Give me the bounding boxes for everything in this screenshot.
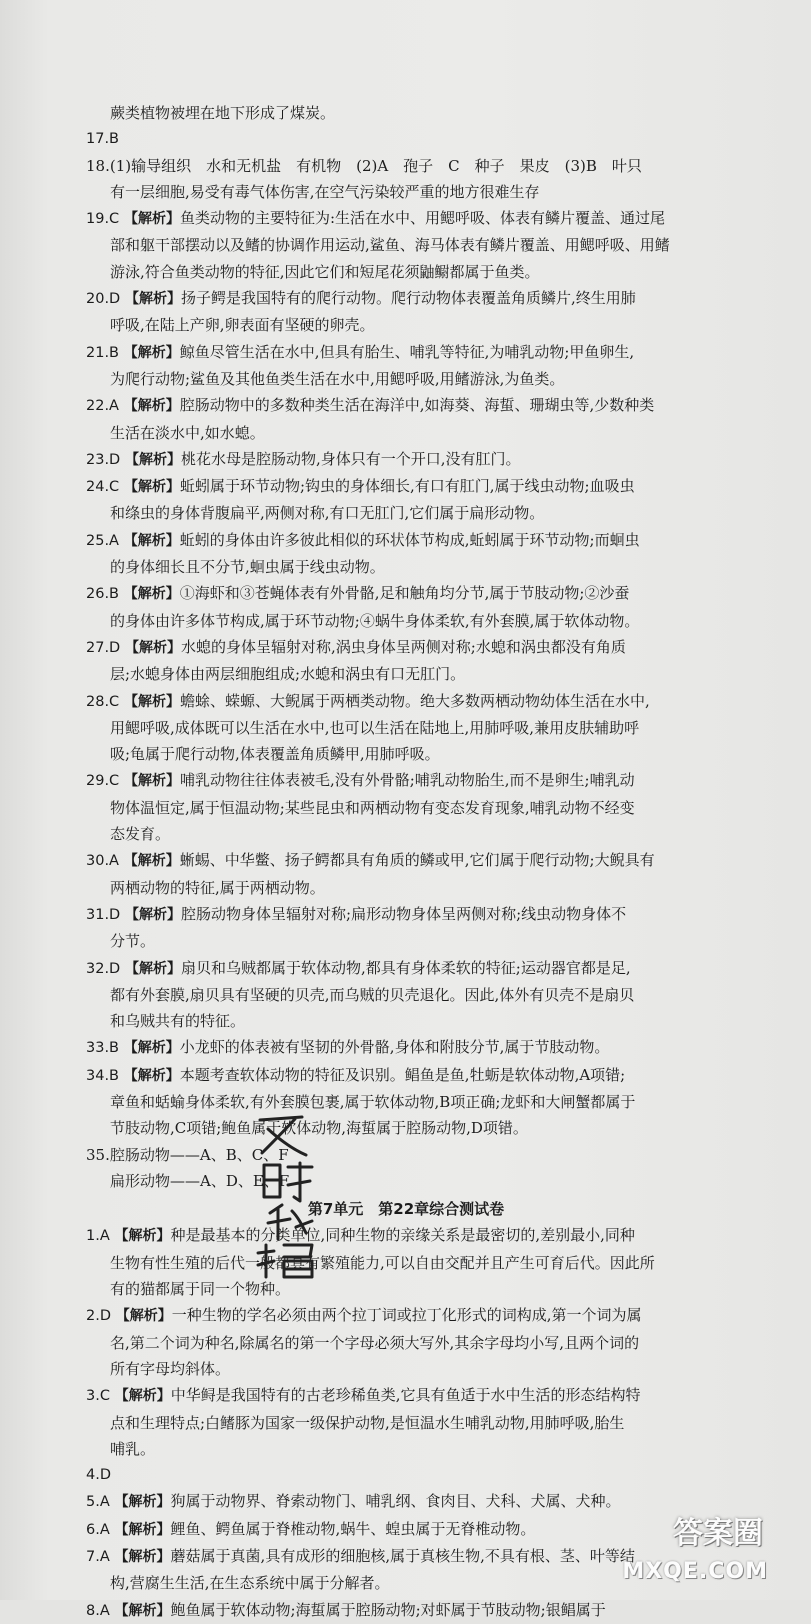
answer-29: 29.C 【解析】哺乳动物往往体表被毛,没有外骨骼;哺乳动物胎生,而不是卵生;哺乳动 — [86, 771, 635, 790]
analysis-tag: 【解析】 — [123, 853, 180, 870]
answer-29-cont: 物体温恒定,属于恒温动物;某些昆虫和两栖动物有变态发育现象,哺乳动物不经变 — [110, 798, 635, 817]
answer-24: 24.C 【解析】蚯蚓属于环节动物;钩虫的身体细长,有口有肛门,属于线虫动物;血吸虫 — [86, 477, 635, 496]
analysis-tag: 【解析】 — [123, 1067, 180, 1084]
answer-18-cont: 有一层细胞,易受有毒气体伤害,在空气污染较严重的地方很难生存 — [110, 182, 540, 201]
answer-19-cont: 游泳,符合鱼类动物的特征,因此它们和短尾花须鼬鳚都属于鱼类。 — [110, 262, 540, 281]
analysis-tag: 【解析】 — [123, 586, 180, 603]
watermark-url: MXQE.COM — [622, 1559, 768, 1584]
answer-28-cont: 用鳃呼吸,成体既可以生活在水中,也可以生活在陆地上,用肺呼吸,兼用皮肤辅助呼 — [110, 718, 640, 737]
answer-31: 31.D 【解析】腔肠动物身体呈辐射对称;扁形动物身体呈两侧对称;线虫动物身体不 — [86, 904, 627, 923]
answer-27-cont: 层;水螅身体由两层细胞组成;水螅和涡虫有口无肛门。 — [110, 665, 466, 684]
answer-30: 30.A 【解析】蜥蜴、中华鳖、扬子鳄都具有角质的鳞或甲,它们属于爬行动物;大鲵具有 — [86, 851, 655, 870]
answer-s7: 7.A 【解析】蘑菇属于真菌,具有成形的细胞核,属于真核生物,不具有根、茎、叶等结 — [86, 1547, 635, 1566]
answer-19-cont: 部和躯干部摆动以及鳍的协调作用运动,鲨鱼、海马体表有鳞片覆盖、用鳃呼吸、用鳍 — [110, 236, 670, 255]
answer-35-cont: 扁形动物——A、D、E、F — [110, 1171, 290, 1190]
answer-s6: 6.A 【解析】鲤鱼、鳄鱼属于脊椎动物,蜗牛、蝗虫属于无脊椎动物。 — [86, 1519, 536, 1538]
answer-s2-cont: 名,第二个词为种名,除属名的第一个字母必须大写外,其余字母均小写,且两个词的 — [110, 1333, 640, 1352]
analysis-tag: 【解析】 — [123, 693, 180, 710]
analysis-tag: 【解析】 — [123, 773, 180, 790]
answer-s2-cont: 所有字母均斜体。 — [110, 1359, 231, 1378]
answer-s2: 2.D 【解析】一种生物的学名必须由两个拉丁词或拉丁化形式的词构成,第一个词为属 — [86, 1306, 642, 1325]
watermark-logo: 答案圈 — [673, 1516, 763, 1551]
answer-34: 34.B 【解析】本题考查软体动物的特征及识别。鲳鱼是鱼,牡蛎是软体动物,A项错; — [86, 1065, 626, 1084]
answer-s7-cont: 构,营腐生生活,在生态系统中属于分解者。 — [110, 1574, 390, 1593]
answer-line: 蕨类植物被埋在地下形成了煤炭。 — [110, 104, 336, 122]
analysis-tag: 【解析】 — [123, 398, 180, 415]
answer-s3-cont: 点和生理特点;白鳍豚为国家一级保护动物,是恒温水生哺乳动物,用肺呼吸,胎生 — [110, 1413, 625, 1432]
answer-19: 19.C 【解析】鱼类动物的主要特征为:生活在水中、用鳃呼吸、体表有鳞片覆盖、通过尾 — [86, 209, 666, 228]
answer-28-cont: 吸;龟属于爬行动物,体表覆盖角质鳞甲,用肺呼吸。 — [110, 745, 440, 764]
analysis-tag: 【解析】 — [114, 1388, 171, 1405]
answer-s4: 4.D — [86, 1467, 111, 1484]
answer-s1-cont: 生物有性生殖的后代一般都具有繁殖能力,可以自由交配并且产生可育后代。因此所 — [110, 1253, 655, 1272]
analysis-tag: 【解析】 — [123, 532, 180, 549]
answer-22: 22.A 【解析】腔肠动物中的多数种类生活在海洋中,如海葵、海蜇、珊瑚虫等,少数种类 — [86, 396, 655, 415]
answer-s8: 8.A 【解析】鲍鱼属于软体动物;海蜇属于腔肠动物;对虾属于节肢动物;银鲳属于 — [86, 1600, 606, 1619]
answer-32: 32.D 【解析】扇贝和乌贼都属于软体动物,都具有身体柔软的特征;运动器官都是足, — [86, 958, 631, 977]
analysis-tag: 【解析】 — [115, 1308, 172, 1325]
answer-27: 27.D 【解析】水螅的身体呈辐射对称,涡虫身体呈两侧对称;水螅和涡虫都没有角质 — [86, 637, 626, 656]
analysis-tag: 【解析】 — [114, 1549, 171, 1566]
answer-24-cont: 和绦虫的身体背腹扁平,两侧对称,有口无肛门,它们属于扁形动物。 — [110, 504, 545, 523]
answer-21-cont: 为爬行动物;鲨鱼及其他鱼类生活在水中,用鳃呼吸,用鳍游泳,为鱼类。 — [110, 369, 565, 388]
answer-30-cont: 两栖动物的特征,属于两栖动物。 — [110, 878, 325, 897]
answer-20-cont: 呼吸,在陆上产卵,卵表面有坚硬的卵壳。 — [110, 316, 375, 335]
answer-25: 25.A 【解析】蚯蚓的身体由许多彼此相似的环状体节构成,蚯蚓属于环节动物;而蛔虫 — [86, 530, 640, 549]
analysis-tag: 【解析】 — [123, 1040, 180, 1057]
answer-s5: 5.A 【解析】狗属于动物界、脊索动物门、哺乳纲、食肉目、犬科、犬属、犬种。 — [86, 1492, 621, 1511]
answer-34-cont: 节肢动物,C项错;鲍鱼属于软体动物,海蜇属于腔肠动物,D项错。 — [110, 1119, 528, 1138]
watermark — [622, 1516, 793, 1594]
answer-s3: 3.C 【解析】中华鲟是我国特有的古老珍稀鱼类,它具有鱼适于水中生活的形态结构特 — [86, 1386, 641, 1405]
analysis-tag: 【解析】 — [125, 906, 182, 923]
answer-32-cont: 都有外套膜,扇贝具有坚硬的贝壳,而乌贼的贝壳退化。因此,体外有贝壳不是扇贝 — [110, 985, 635, 1004]
answer-17: 17.B — [86, 131, 120, 148]
analysis-tag: 【解析】 — [114, 1228, 171, 1245]
analysis-tag: 【解析】 — [125, 291, 182, 308]
analysis-tag: 【解析】 — [114, 1521, 171, 1538]
answer-31-cont: 分节。 — [110, 932, 156, 951]
answer-22-cont: 生活在淡水中,如水螅。 — [110, 423, 265, 442]
answer-s1-cont: 有的猫都属于同一个物种。 — [110, 1280, 291, 1299]
answer-18: 18.(1)输导组织 水和无机盐 有机物 (2)A 孢子 C 种子 果皮 (3)B 叶只 — [86, 156, 642, 175]
answer-content — [86, 100, 726, 1624]
answer-25-cont: 的身体细长且不分节,蛔虫属于线虫动物。 — [110, 558, 385, 577]
analysis-tag: 【解析】 — [123, 344, 180, 361]
section-title: 第7单元 第22章综合测试卷 — [307, 1200, 505, 1219]
answer-23: 23.D 【解析】桃花水母是腔肠动物,身体只有一个开口,没有肛门。 — [86, 449, 521, 468]
answer-32-cont: 和乌贼共有的特征。 — [110, 1012, 246, 1031]
analysis-tag: 【解析】 — [123, 211, 180, 228]
analysis-tag: 【解析】 — [125, 960, 182, 977]
analysis-tag: 【解析】 — [125, 451, 182, 468]
answer-20: 20.D 【解析】扬子鳄是我国特有的爬行动物。爬行动物体表覆盖角质鳞片,终生用肺 — [86, 289, 636, 308]
answer-26-cont: 的身体由许多体节构成,属于环节动物;④蜗牛身体柔软,有外套膜,属于软体动物。 — [110, 611, 640, 630]
answer-33: 33.B 【解析】小龙虾的体表被有坚韧的外骨骼,身体和附肢分节,属于节肢动物。 — [86, 1038, 610, 1057]
answer-35: 35.腔肠动物——A、B、C、F — [86, 1145, 289, 1164]
answer-s1: 1.A 【解析】种是最基本的分类单位,同种生物的亲缘关系是最密切的,差别最小,同种 — [86, 1226, 635, 1245]
answer-29-cont: 态发育。 — [110, 825, 171, 844]
answer-28: 28.C 【解析】蟾蜍、蝾螈、大鲵属于两栖类动物。绝大多数两栖动物幼体生活在水中, — [86, 691, 650, 710]
analysis-tag: 【解析】 — [123, 479, 180, 496]
analysis-tag: 【解析】 — [114, 1494, 171, 1511]
answer-21: 21.B 【解析】鲸鱼尽管生活在水中,但具有胎生、哺乳等特征,为哺乳动物;甲鱼卵生, — [86, 342, 635, 361]
answer-34-cont: 章鱼和蛞蝓身体柔软,有外套膜包裹,属于软体动物,B项正确;龙虾和大闸蟹都属于 — [110, 1092, 636, 1111]
analysis-tag: 【解析】 — [114, 1602, 171, 1619]
answer-s3-cont: 哺乳。 — [110, 1439, 156, 1458]
answer-26: 26.B 【解析】①海虾和③苍蝇体表有外骨骼,足和触角均分节,属于节肢动物;②沙蚕 — [86, 584, 630, 603]
analysis-tag: 【解析】 — [125, 639, 182, 656]
